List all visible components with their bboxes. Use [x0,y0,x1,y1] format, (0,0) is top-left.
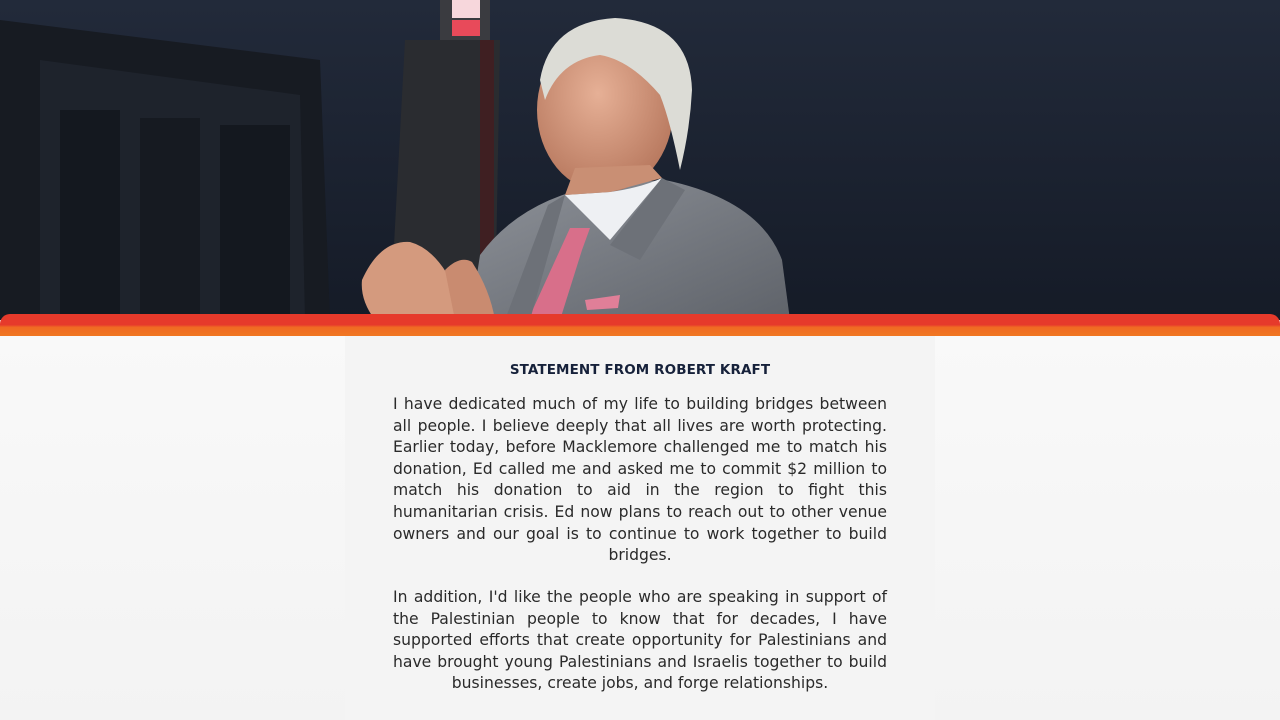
statement-title: STATEMENT FROM ROBERT KRAFT [509,362,771,378]
statement-paragraph-1: I have dedicated much of my life to building bridges between all people. I believe deeply that all lives are worth protecting. Earlier today, before Macklemore challenged me to match his donation, Ed called me and asked me to commit $2 million to match his donation to aid in the region to fight this humanitarian crisis. Ed now plans to reach out to other venue owners and our goal is to continue to work together to build bridges. [393,395,887,565]
statement-card [345,336,935,720]
accent-stripe [0,314,1280,338]
statement-paragraph-2: In addition, I'd like the people who are speaking in support of the Palestinian people to know that for decades, I have supported efforts that create opportunity for Palestinians and have brought young Palestinians and Israelis together to build businesses, create jobs, and forge relationships. [393,588,887,693]
statement-panel [0,336,1280,720]
stadium-portrait-illustration [0,0,1280,320]
header-photo [0,0,1280,320]
stadium-structure-left [0,20,330,320]
